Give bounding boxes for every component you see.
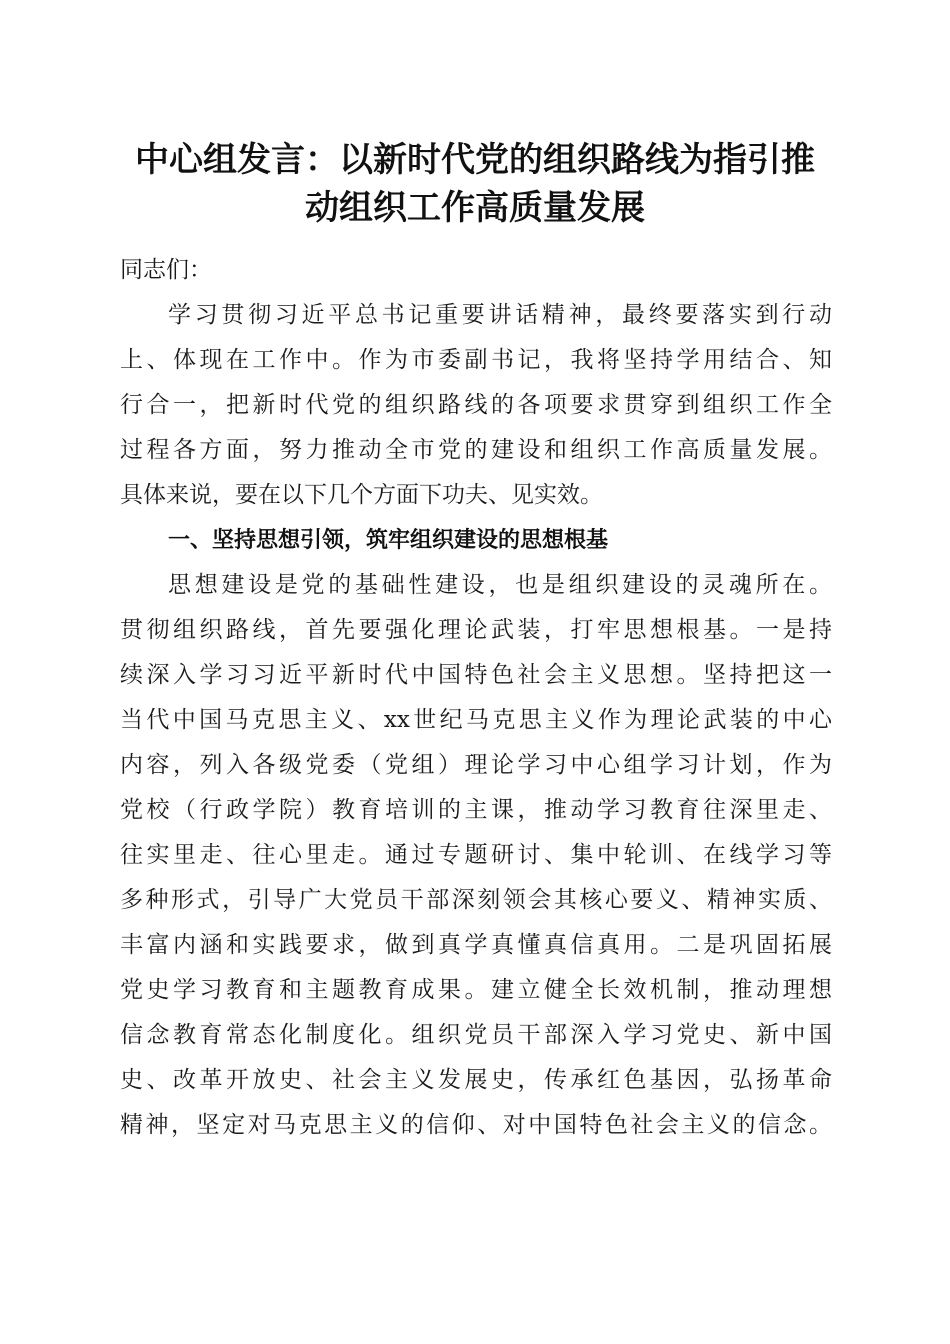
paragraph-1-line: 学习贯彻习近平总书记重要讲话精神，最终要落实到行动: [168, 302, 832, 328]
section-1-line: 多种形式，引导广大党员干部深刻领会其核心要义、精神实质、: [120, 887, 832, 913]
section-1-line: 丰富内涵和实践要求，做到真学真懂真信真用。二是巩固拓展: [120, 932, 832, 958]
section-1-line: 当代中国马克思主义、xx世纪马克思主义作为理论武装的中心: [120, 707, 832, 733]
section-1-line: 史、改革开放史、社会主义发展史，传承红色基因，弘扬革命: [120, 1067, 832, 1093]
section-1-line: 信念教育常态化制度化。组织党员干部深入学习党史、新中国: [120, 1022, 832, 1048]
document-body: [120, 248, 832, 1148]
section-1-line: 内容，列入各级党委（党组）理论学习中心组学习计划，作为: [120, 752, 832, 778]
section-1-line: 精神，坚定对马克思主义的信仰、对中国特色社会主义的信念。: [120, 1112, 832, 1138]
paragraph-1-line: 具体来说，要在以下几个方面下功夫、见实效。: [120, 482, 603, 508]
title-line-1: 中心组发言：以新时代党的组织路线为指引推: [135, 140, 815, 180]
document-title: [100, 136, 850, 232]
paragraph-1-line: 上、体现在工作中。作为市委副书记，我将坚持学用结合、知: [120, 347, 832, 373]
section-1-line: 往实里走、往心里走。通过专题研讨、集中轮训、在线学习等: [120, 842, 832, 868]
paragraph-1-line: 过程各方面，努力推动全市党的建设和组织工作高质量发展。: [120, 437, 832, 463]
salutation: 同志们：: [120, 257, 212, 283]
section-1-line: 党校（行政学院）教育培训的主课，推动学习教育往深里走、: [120, 797, 832, 823]
section-1-line: 思想建设是党的基础性建设，也是组织建设的灵魂所在。: [168, 572, 832, 598]
section-1-line: 党史学习教育和主题教育成果。建立健全长效机制，推动理想: [120, 977, 832, 1003]
section-1-line: 贯彻组织路线，首先要强化理论武装，打牢思想根基。一是持: [120, 617, 832, 643]
section-1-line: 续深入学习习近平新时代中国特色社会主义思想。坚持把这一: [120, 662, 832, 688]
title-line-2: 动组织工作高质量发展: [305, 188, 645, 228]
section-1-heading: 一、坚持思想引领，筑牢组织建设的思想根基: [168, 528, 609, 553]
paragraph-1-line: 行合一，把新时代党的组织路线的各项要求贯穿到组织工作全: [120, 392, 832, 418]
